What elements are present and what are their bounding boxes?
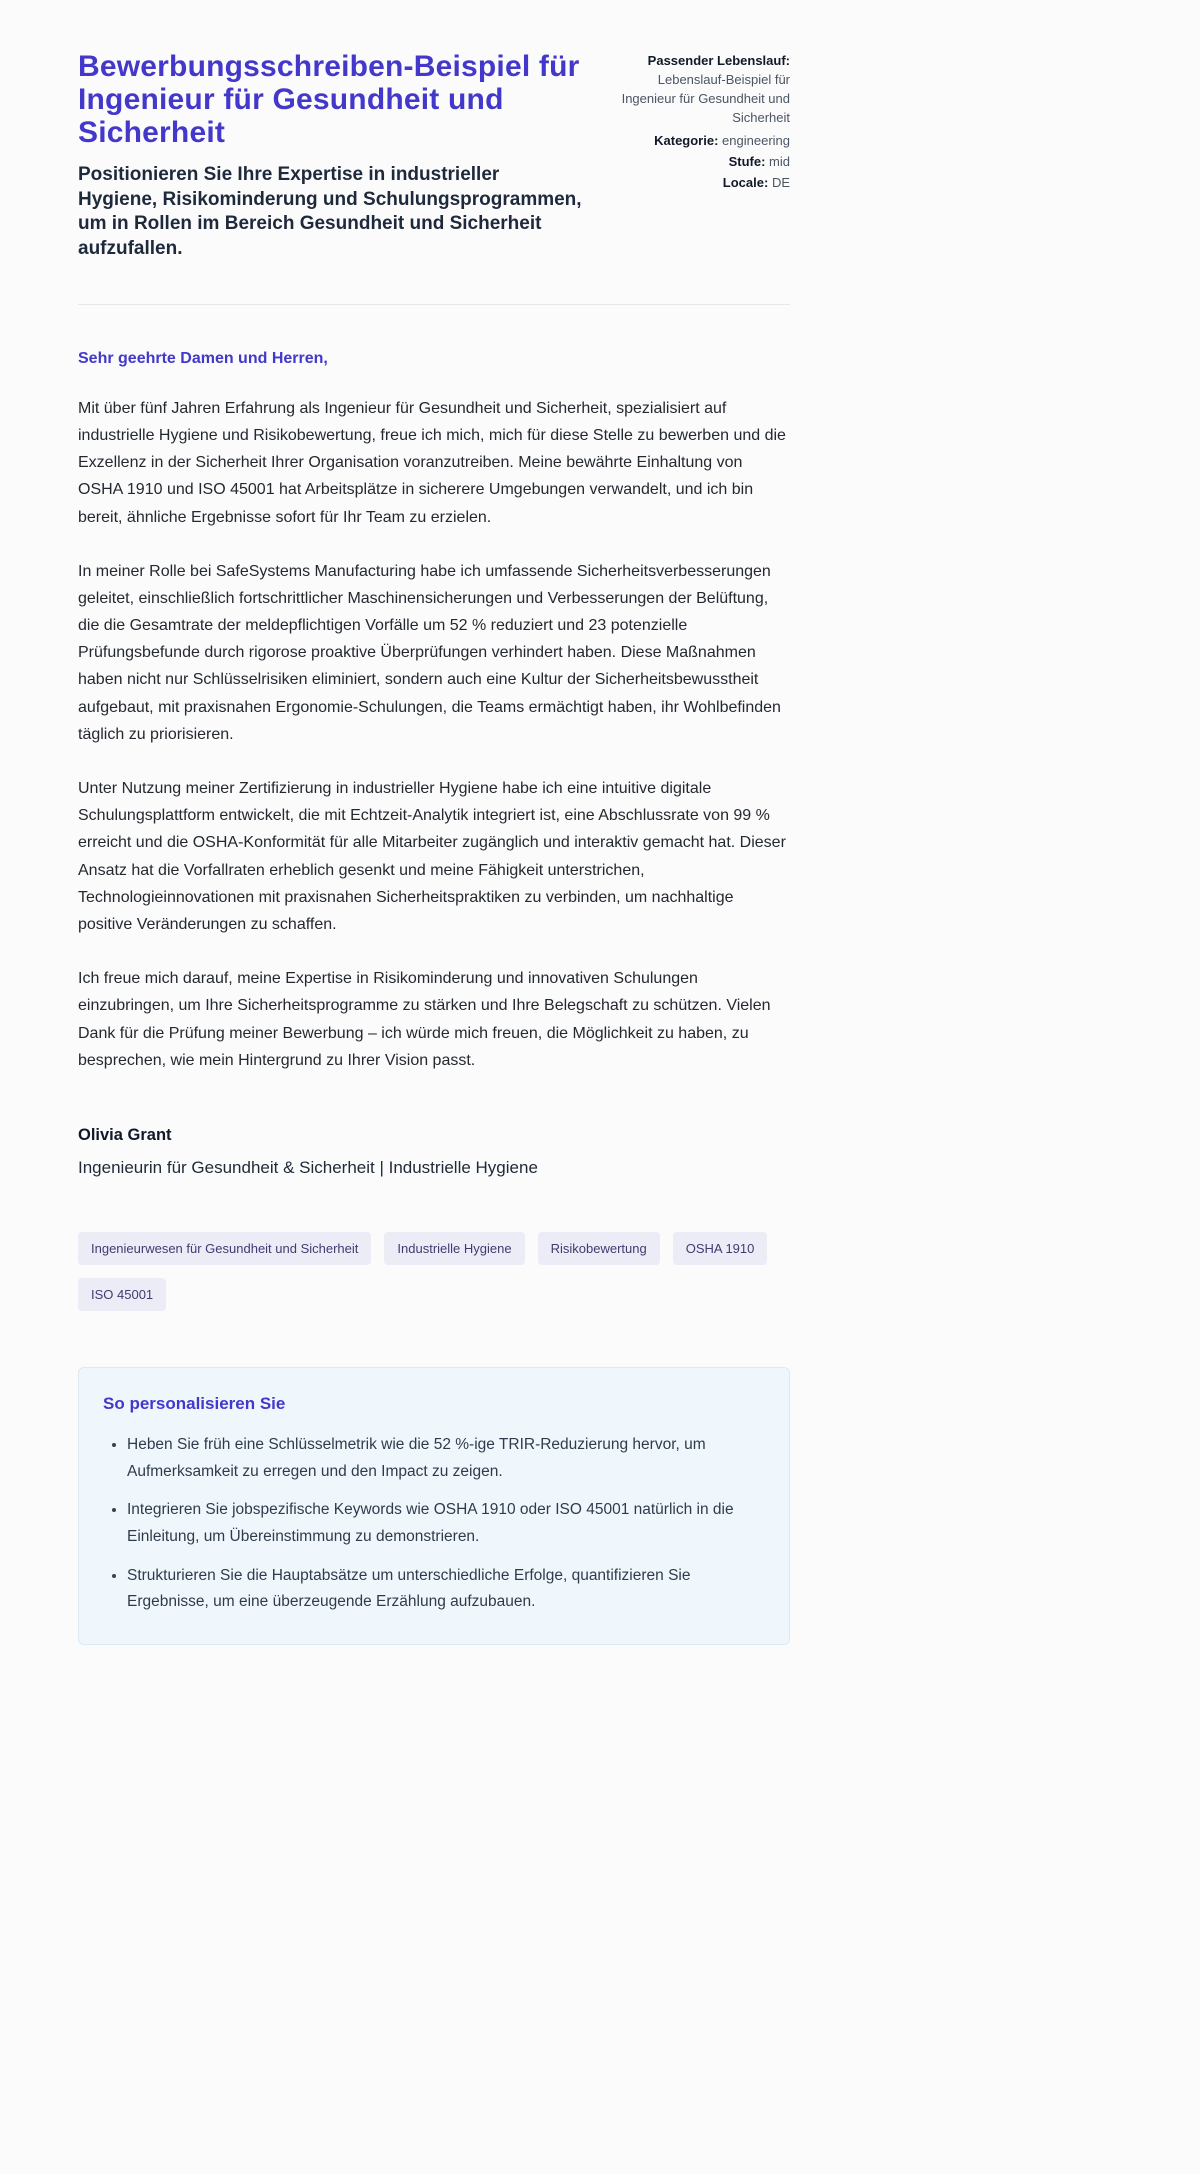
tag-chip-osha-1910[interactable]: OSHA 1910 bbox=[673, 1232, 768, 1265]
category-value: engineering bbox=[722, 133, 790, 149]
tag-chip-industrial-hygiene[interactable]: Industrielle Hygiene bbox=[384, 1232, 524, 1265]
tips-list bbox=[103, 1432, 765, 1616]
tip-item-3: • Strukturieren Sie die Hauptabsätze um unterschiedliche Erfolge, quantifizieren Sie Ergebnisse, um eine überzeugende Erzählung aufzubauen. bbox=[127, 1563, 765, 1616]
level-row bbox=[618, 153, 790, 172]
tip-item-2: • Integrieren Sie jobspezifische Keywords wie OSHA 1910 oder ISO 45001 natürlich in die Einleitung, um Übereinstimmung zu demonstrieren. bbox=[127, 1497, 765, 1550]
category-row bbox=[618, 132, 790, 151]
letter-paragraph-1: Mit über fünf Jahren Erfahrung als Ingenieur für Gesundheit und Sicherheit, spezialisiert auf industrielle Hygiene und Risikobewertung, freue ich mich, mich für diese Stelle zu bewerben und die Exzellenz in der Sicherheit Ihrer Organisation voranzutreiben. Meine bewährte Einhaltung von OSHA 1910 und ISO 45001 hat Arbeitsplätze in sicherere Umgebungen verwandelt, und ich bin bereit, ähnliche Ergebnisse sofort für Ihr Team zu erzielen. bbox=[78, 399, 786, 526]
matching-resume-link[interactable]: Lebenslauf-Beispiel für Ingenieur für Gesundheit und Sicherheit bbox=[621, 71, 790, 125]
level-label: Stufe: bbox=[728, 154, 766, 170]
cover-letter-body bbox=[78, 350, 790, 1178]
tag-chip-risk-assessment[interactable]: Risikobewertung bbox=[538, 1232, 660, 1265]
locale-row bbox=[618, 174, 790, 193]
tip-item-1: • Heben Sie früh eine Schlüsselmetrik wie die 52 %-ige TRIR-Reduzierung hervor, um Aufmerksamkeit zu erregen und den Impact zu zeigen. bbox=[127, 1432, 765, 1485]
signature-name: Olivia Grant bbox=[78, 1125, 172, 1144]
level-value: mid bbox=[769, 154, 790, 170]
personalization-tips-box bbox=[78, 1367, 790, 1645]
header bbox=[78, 50, 790, 262]
tag-chip-iso-45001[interactable]: ISO 45001 bbox=[78, 1278, 166, 1311]
header-title-block bbox=[78, 50, 582, 262]
category-label: Kategorie: bbox=[654, 133, 719, 149]
letter-paragraph-4: Ich freue mich darauf, meine Expertise in Risikominderung und innovativen Schulungen einzubringen, um Ihre Sicherheitsprogramme zu stärken und Ihre Belegschaft zu schützen. Vielen Dank für die Prüfung meiner Bewerbung – ich würde mich freuen, die Möglichkeit zu haben, zu besprechen, wie mein Hintergrund zu Ihrer Vision passt. bbox=[78, 970, 771, 1069]
divider bbox=[78, 304, 790, 305]
locale-label: Locale: bbox=[722, 175, 769, 191]
letter-paragraph-2: In meiner Rolle bei SafeSystems Manufacturing habe ich umfassende Sicherheitsverbesserungen geleitet, einschließlich fortschrittlicher Maschinensicherungen und Verbesserungen der Belüftung, die die Gesamtrate der meldepflichtigen Vorfälle um 52 % reduziert und 23 potenzielle Prüfungsbefunde durch rigorose proaktive Überprüfungen verhindert haben. Diese Maßnahmen haben nicht nur Schlüsselrisiken eliminiert, sondern auch eine Kultur der Sicherheitsbewusstheit aufgebaut, mit praxisnahen Ergonomie-Schulungen, die Teams ermächtigt haben, ihr Wohlbefinden täglich zu priorisieren. bbox=[78, 562, 781, 743]
tips-title: So personalisieren Sie bbox=[103, 1393, 286, 1413]
page-subtitle: Positionieren Sie Ihre Expertise in industrieller Hygiene, Risikominderung und Schulungsprogrammen, um in Rollen im Bereich Gesundheit und Sicherheit aufzufallen. bbox=[78, 164, 582, 260]
tag-list bbox=[78, 1232, 790, 1311]
letter-paragraph-3: Unter Nutzung meiner Zertifizierung in industrieller Hygiene habe ich eine intuitive digitale Schulungsplattform entwickelt, die mit Echtzeit-Analytik integriert ist, eine Abschlussrate von 99 % erreicht und die OSHA-Konformität für alle Mitarbeiter zugänglich und interaktiv gemacht hat. Dieser Ansatz hat die Vorfallraten erheblich gesenkt und meine Fähigkeit unterstrichen, Technologieinnovationen mit praxisnahen Sicherheitspraktiken zu verbinden, um nachhaltige positive Veränderungen zu schaffen. bbox=[78, 780, 786, 933]
locale-value: DE bbox=[771, 175, 790, 191]
letter-greeting: Sehr geehrte Damen und Herren, bbox=[78, 349, 328, 367]
meta-panel bbox=[618, 50, 790, 193]
content-container bbox=[78, 0, 790, 1645]
page-title: Bewerbungsschreiben-Beispiel für Ingenieur für Gesundheit und Sicherheit bbox=[78, 50, 580, 149]
signature-role: Ingenieurin für Gesundheit & Sicherheit | Industrielle Hygiene bbox=[78, 1157, 538, 1177]
tag-chip-health-safety-engineering[interactable]: Ingenieurwesen für Gesundheit und Sicherheit bbox=[78, 1232, 371, 1265]
matching-resume-label: Passender Lebenslauf: bbox=[647, 53, 790, 68]
